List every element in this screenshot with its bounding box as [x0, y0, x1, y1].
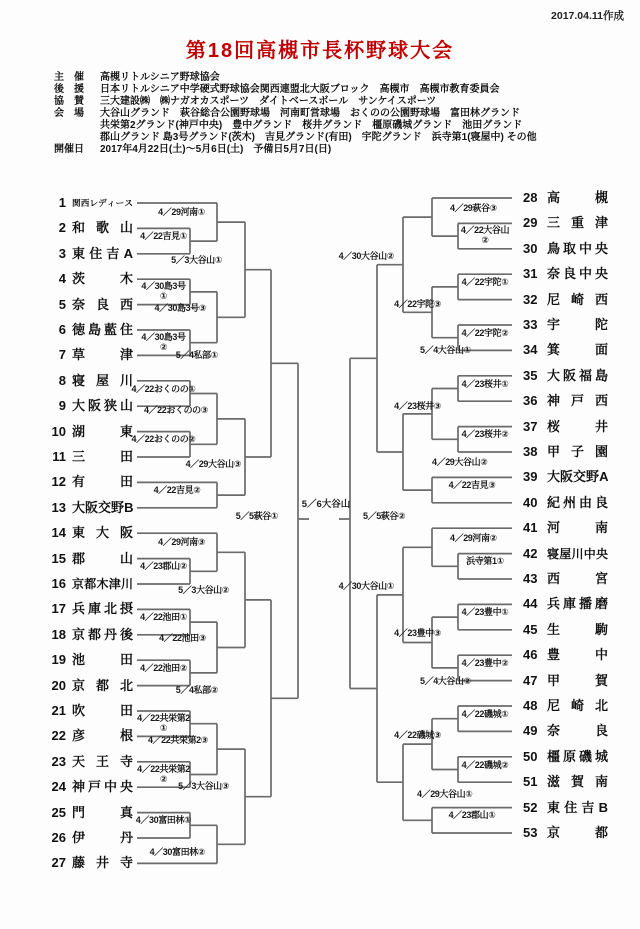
team-seed: 11	[52, 449, 66, 464]
match-label: 4／30島3号③	[154, 303, 206, 313]
match-label: 5／4私部②	[175, 685, 218, 695]
team-seed: 13	[51, 499, 66, 515]
team-seed: 32	[523, 291, 538, 307]
team-seed: 23	[51, 753, 66, 769]
team-name: 甲 賀	[547, 672, 608, 688]
team-seed: 6	[58, 322, 66, 337]
match-label: 5／5萩谷②	[363, 511, 406, 521]
team-name: 和 歌 山	[72, 220, 133, 236]
info-line: 高槻リトルシニア野球協会	[100, 72, 220, 83]
team-seed: 24	[51, 779, 66, 795]
team-seed: 44	[523, 596, 538, 612]
team-seed: 40	[523, 494, 538, 510]
info-row-label: 後 援	[54, 84, 84, 95]
team-name: 河 南	[547, 520, 608, 536]
team-name: 東 住 吉 B	[547, 799, 608, 815]
team-seed: 22	[51, 728, 66, 744]
match-label: 4／22おくのの①	[131, 383, 196, 394]
team-seed: 48	[523, 698, 538, 713]
info-row-label: 会 場	[54, 108, 84, 119]
team-seed: 19	[51, 652, 66, 668]
match-label: 5／3大谷山①	[171, 255, 222, 265]
team-name: 神 戸 西	[547, 393, 608, 409]
match-label: 浜寺第1①	[466, 556, 504, 567]
team-name: 東 住 吉 A	[72, 245, 133, 261]
team-seed: 1	[58, 195, 66, 210]
team-name: 湖 東	[72, 423, 133, 439]
team-seed: 53	[523, 825, 538, 840]
team-name: 大 阪 交 野 B	[72, 499, 134, 515]
match-label: 5／5萩谷①	[235, 511, 278, 521]
match-label: 4／22共栄第2 ①	[137, 712, 190, 733]
team-seed: 15	[51, 550, 66, 566]
match-label: 4／22磯城①	[461, 708, 509, 719]
team-seed: 49	[523, 723, 538, 739]
match-label: 4／29大谷山②	[432, 457, 488, 467]
match-label: 4／30大谷山①	[338, 581, 394, 591]
match-label: 4／22共栄第2③	[147, 735, 208, 745]
team-seed: 14	[51, 525, 66, 541]
info-line: 三大建設㈱ ㈱ナガオカスポーツ ダイトベースボール サンケイスポーツ	[100, 96, 437, 107]
match-label: 5／3大谷山③	[178, 781, 229, 791]
match-label: 4／30富田林①	[135, 815, 192, 826]
team-seed: 28	[523, 190, 538, 205]
team-name: 京 都 木 津 川	[72, 577, 133, 591]
team-seed: 21	[51, 703, 66, 718]
team-name: 郡 山	[72, 550, 133, 566]
match-label: 4／23豊中①	[461, 607, 509, 618]
match-label: 4／30島3号 ①	[141, 280, 186, 301]
team-name: 橿 原 磯 城	[547, 748, 608, 764]
team-name: 三 田	[72, 449, 133, 464]
team-seed: 9	[58, 398, 66, 414]
team-seed: 29	[523, 215, 538, 231]
match-label: 4／22大谷山 ②	[460, 225, 510, 246]
team-name: 奈 良 中 央	[547, 266, 608, 282]
team-seed: 42	[523, 545, 538, 561]
team-name: 箕 面	[547, 342, 608, 358]
team-seed: 39	[523, 469, 538, 485]
match-label: 4／30島3号 ②	[141, 331, 186, 352]
final-match-label: 5／6大谷山	[301, 499, 351, 510]
team-seed: 43	[523, 571, 538, 586]
team-name: 門 真	[72, 804, 133, 820]
team-name: 奈 良 西	[72, 296, 133, 312]
team-name: 大 阪 狭 山	[72, 398, 133, 414]
match-label: 4／22おくのの②	[131, 434, 196, 445]
info-line: 日本リトルシニア中学硬式野球協会関西連盟北大阪ブロック 高槻市 高槻市教育委員会	[100, 84, 500, 95]
team-name: 尼 崎 西	[547, 291, 608, 307]
team-name: 滋 賀 南	[547, 774, 608, 790]
team-seed: 47	[523, 672, 538, 688]
team-seed: 8	[58, 372, 66, 388]
team-name: 天 王 寺	[72, 753, 133, 769]
team-name: 三 重 津	[547, 215, 608, 231]
info-line: 大谷山グランド 萩谷総合公園野球場 河南町営球場 おくのの公園野球場 富田林グランド	[100, 108, 520, 119]
team-seed: 34	[523, 342, 538, 358]
team-name: 鳥 取 中 央	[547, 240, 608, 256]
team-seed: 2	[58, 220, 66, 236]
match-label: 4／29河南③	[158, 537, 205, 547]
match-label: 4／22共栄第2 ②	[137, 763, 190, 784]
match-label: 4／29萩谷③	[450, 203, 497, 213]
match-label: 4／29河南②	[450, 533, 497, 543]
team-name: 兵 庫 北 摂	[72, 601, 133, 617]
team-name: 紀 州 由 良	[547, 494, 608, 510]
team-seed: 35	[523, 367, 538, 383]
info-row-label: 協 賛	[54, 96, 84, 107]
team-name: 宇 陀	[547, 317, 608, 332]
match-label: 5／4私部①	[175, 350, 218, 360]
team-name: 池 田	[72, 652, 133, 668]
team-seed: 51	[523, 774, 538, 790]
match-label: 4／23桜井②	[461, 429, 509, 440]
info-line: 2017年4月22日(土)～5月6日(土) 予備日5月7日(日)	[100, 144, 332, 155]
team-name: 大 阪 福 島	[547, 367, 608, 383]
team-name: 京 都 丹 後	[72, 626, 133, 642]
team-name: 京 都	[547, 825, 608, 840]
team-name: 吹 田	[72, 703, 133, 718]
match-label: 4／29大谷山①	[417, 789, 473, 799]
match-label: 4／22おくのの③	[143, 405, 208, 415]
team-name: 高 槻	[547, 190, 608, 205]
team-seed: 46	[523, 647, 538, 663]
team-name: 生 駒	[547, 621, 608, 637]
team-seed: 38	[523, 444, 538, 459]
team-seed: 10	[51, 423, 66, 439]
team-seed: 18	[51, 626, 66, 642]
info-row-label: 開催日	[54, 144, 84, 155]
match-label: 4／22磯城②	[461, 759, 509, 770]
match-label: 4／22池田③	[159, 633, 206, 643]
team-name: 神 戸 中 央	[72, 779, 133, 795]
team-seed: 4	[58, 271, 66, 287]
match-label: 4／22吉見③	[448, 480, 496, 491]
page-title: 第18回高槻市長杯野球大会	[185, 40, 455, 62]
match-label: 4／22宇陀②	[461, 327, 509, 338]
team-seed: 27	[51, 855, 66, 871]
team-seed: 41	[523, 520, 538, 536]
team-seed: 25	[51, 804, 66, 820]
match-label: 4／23郡山①	[448, 810, 496, 821]
team-seed: 26	[51, 830, 66, 845]
match-label: 4／23豊中②	[461, 657, 509, 668]
team-name: 徳 島 藍 住	[72, 322, 133, 337]
team-seed: 20	[51, 677, 66, 693]
info-row-label: 主 催	[54, 72, 84, 83]
team-seed: 16	[51, 576, 66, 591]
match-label: 4／22磯城③	[394, 730, 441, 740]
match-label: 4／22池田②	[140, 662, 187, 673]
team-seed: 45	[523, 621, 538, 637]
team-seed: 36	[523, 393, 538, 409]
team-name: 尼 崎 北	[547, 698, 608, 713]
team-name: 桜 井	[547, 418, 608, 434]
team-name: 茨 木	[72, 271, 133, 287]
team-seed: 7	[58, 347, 66, 363]
team-seed: 37	[523, 418, 538, 434]
team-name: 彦 根	[72, 728, 133, 744]
team-name: 甲 子 園	[547, 444, 608, 459]
match-label: 4／30富田林②	[149, 847, 205, 857]
team-seed: 52	[523, 799, 538, 815]
team-seed: 17	[51, 601, 66, 617]
match-label: 4／22宇陀③	[394, 299, 441, 309]
match-label: 5／4大谷山②	[420, 676, 471, 686]
team-seed: 12	[51, 474, 66, 490]
team-name: 寝 屋 川 中 央	[547, 546, 608, 561]
team-seed: 3	[58, 245, 66, 261]
match-label: 4／22宇陀①	[461, 276, 509, 287]
match-label: 4／22吉見①	[140, 231, 187, 242]
team-name: 大 阪 交 野 A	[547, 469, 609, 485]
team-seed: 5	[58, 296, 66, 312]
team-seed: 31	[523, 266, 538, 282]
match-label: 4／30大谷山②	[338, 251, 394, 261]
team-name: 豊 中	[547, 647, 608, 663]
team-name: 奈 良	[547, 723, 608, 739]
created-date-label: 2017.04.11作成	[551, 10, 624, 22]
team-name: 東 大 阪	[72, 525, 133, 541]
info-line: 共栄第2グランド(神戸中央) 豊中グランド 桜井グランド 橿原磯城グランド 池田グランド	[100, 120, 523, 131]
team-name: 兵 庫 播 磨	[547, 596, 608, 612]
match-label: 4／22吉見②	[153, 485, 201, 496]
match-label: 4／29大谷山③	[185, 459, 241, 469]
info-line: 郡山グランド 島3号グランド(茨木) 吉見グランド(有田) 宇陀グランド 浜寺第1(寝屋中) その他	[100, 132, 537, 143]
team-name: 関 西 レ デ ィ ー ス	[72, 198, 133, 208]
team-seed: 33	[523, 317, 538, 332]
team-seed: 50	[523, 748, 538, 764]
match-label: 4／23桜井①	[461, 378, 509, 389]
match-label: 4／23桜井③	[394, 401, 441, 411]
team-name: 有 田	[72, 474, 133, 490]
match-label: 4／23郡山②	[140, 561, 187, 572]
team-name: 伊 丹	[72, 830, 133, 845]
team-name: 寝 屋 川	[72, 372, 133, 388]
team-name: 京 都 北	[72, 677, 133, 693]
team-name: 西 宮	[547, 571, 608, 586]
team-seed: 30	[523, 240, 538, 256]
match-label: 4／23豊中③	[394, 628, 441, 638]
team-name: 草 津	[72, 347, 133, 363]
match-label: 4／29河南①	[158, 207, 205, 217]
match-label: 5／4大谷山①	[420, 345, 471, 355]
team-name: 藤 井 寺	[72, 855, 133, 871]
match-label: 4／22池田①	[140, 612, 187, 623]
match-label: 5／3大谷山②	[178, 585, 229, 595]
